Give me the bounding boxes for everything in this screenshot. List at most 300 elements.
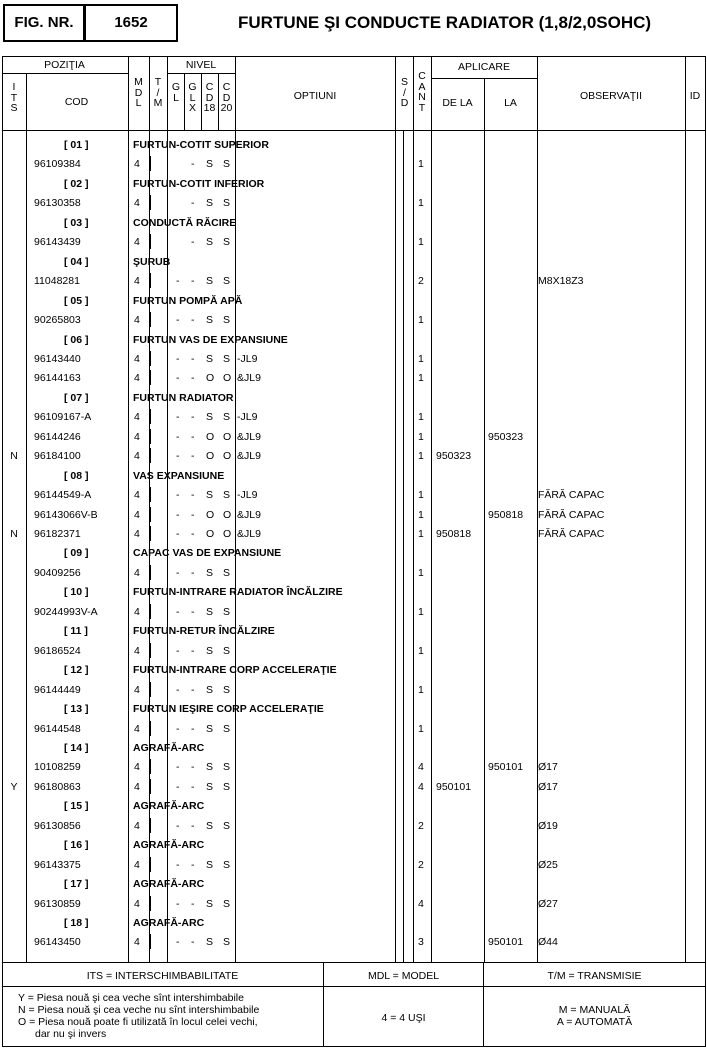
header-glx: G L X [188,81,197,114]
cell-glx: - [191,897,195,910]
cell-glx: - [191,936,195,949]
group-name: FURTUN-INTRARE CORP ACCELERAŢIE [133,664,337,677]
tm-tick [150,934,151,949]
table-row [0,193,707,212]
cell-mdl: 4 [134,275,140,288]
cell-mdl: 4 [134,197,140,210]
cell-cant: 1 [418,722,424,735]
table-row [0,310,707,329]
header-cant: C A N T [418,70,426,114]
cell-cd18: S [206,761,214,774]
cell-cod: 96130856 [34,819,81,832]
cell-cod: 90409256 [34,566,81,579]
cell-gl: - [176,275,180,288]
legend-mdl-title: MDL = MODEL [367,970,440,982]
cell-cd20: S [223,605,231,618]
cell-obs: Ø27 [538,897,558,910]
group-header-row [0,135,707,154]
cell-glx: - [191,275,195,288]
table-row [0,563,707,582]
cell-opt: -JL9 [237,489,258,502]
cell-mdl: 4 [134,528,140,540]
table-row [0,407,707,426]
table-row [0,719,707,738]
cell-opt: &JL9 [237,450,261,463]
cell-gl: - [176,450,180,463]
header-id: ID [689,90,701,102]
cell-cant: 4 [418,897,424,910]
cell-gl: - [176,411,180,424]
cell-cant: 3 [418,936,424,949]
group-header-row [0,582,707,601]
group-name: FURTUN RADIATOR [133,391,234,404]
cell-opt: &JL9 [237,528,261,540]
cell-cd20: S [223,761,231,774]
legend-its-o-cont: dar nu şi invers [35,1028,107,1040]
table-row [0,485,707,504]
fig-number-box [84,4,178,42]
cell-cod: 96144163 [34,372,81,385]
cell-mdl: 4 [134,450,140,463]
legend-tm-list [484,1004,705,1028]
cell-cd20: S [223,275,231,288]
cell-cant: 1 [418,236,424,249]
group-header-row [0,213,707,232]
cell-cd18: O [206,450,215,463]
tm-tick [150,234,151,249]
legend-header-rule [2,986,706,987]
group-header-row [0,174,707,193]
group-header-row [0,252,707,271]
cell-cant: 2 [418,275,424,288]
cell-cant: 1 [418,683,424,696]
position-number: [ 07 ] [64,391,89,404]
cell-obs: Ø19 [538,819,558,832]
position-number: [ 08 ] [64,469,89,482]
fig-label: FIG. NR. [14,14,74,31]
group-name: FURTUN-RETUR ÎNCĂLZIRE [133,625,275,638]
body-bottom-border [2,962,706,963]
tm-tick [150,896,151,911]
cell-gl: - [176,722,180,735]
legend-tm-a: A = AUTOMATĂ [556,1016,633,1028]
table-row [0,816,707,835]
header-de-la: DE LA [442,97,473,109]
cell-obs: Ø17 [538,761,558,774]
table-row [0,777,707,796]
cell-cd20: S [223,566,231,579]
cell-mdl: 4 [134,683,140,696]
table-row [0,505,707,524]
table-top-border [2,56,706,57]
cell-cd20: S [223,236,231,249]
cell-gl: - [176,858,180,871]
cell-la: 950818 [488,508,524,521]
cell-gl: - [176,528,180,540]
group-name: FURTUN-COTIT SUPERIOR [133,139,269,151]
header-its: I T S [10,81,18,114]
cell-cd20: S [223,489,231,502]
cell-cod: 96144548 [34,722,81,735]
group-header-row [0,738,707,757]
tm-tick [150,818,151,833]
header-nivel: NIVEL [185,59,217,71]
cell-obs: M8X18Z3 [538,275,584,288]
cell-cod: 96143450 [34,936,81,949]
group-name: AGRAFĂ-ARC [133,917,205,929]
cell-cod: 96130859 [34,897,81,910]
cell-opt: -JL9 [237,352,258,365]
cell-gl: - [176,761,180,774]
cell-cant: 1 [418,372,424,385]
header-cd18: C D 18 [203,81,216,114]
tm-tick [150,312,151,327]
tm-tick [150,273,151,288]
fig-label-box [3,4,85,42]
position-number: [ 09 ] [64,547,89,560]
group-header-row [0,699,707,718]
group-name: FURTUN POMPĂ APĂ [133,294,243,307]
tm-tick [150,759,151,774]
cell-cd18: S [206,858,214,871]
cell-cd18: S [206,722,214,735]
tm-tick [150,682,151,697]
cell-mdl: 4 [134,644,140,657]
cell-glx: - [191,566,195,579]
cell-opt: &JL9 [237,430,261,443]
group-name: ŞURUB [133,255,171,268]
cell-cd18: S [206,683,214,696]
legend-its-n: N = Piesa nouă şi cea veche nu sînt intershimbabile [18,1004,260,1016]
cell-cd18: S [206,489,214,502]
cell-cod: 96143375 [34,858,81,871]
table-row [0,641,707,660]
position-number: [ 01 ] [64,139,89,151]
cell-cd18: O [206,372,215,385]
tm-tick [150,351,151,366]
cell-its: N [10,450,18,463]
cell-cd20: O [223,372,232,385]
cell-its: Y [10,780,18,793]
cell-cd20: S [223,644,231,657]
cell-la: 950101 [488,936,524,949]
cell-cod: 96184100 [34,450,81,463]
cell-opt: -JL9 [237,411,258,424]
cell-cd20: S [223,352,231,365]
cell-glx: - [191,683,195,696]
cell-glx: - [191,450,195,463]
cell-cd18: S [206,819,214,832]
table-row [0,271,707,290]
cell-cd18: S [206,352,214,365]
table-row [0,349,707,368]
tm-tick [150,857,151,872]
tm-tick [150,779,151,794]
group-header-row [0,660,707,679]
table-row [0,427,707,446]
cell-glx: - [191,372,195,385]
header-pozitia: POZIŢIA [44,59,85,71]
cell-opt: &JL9 [237,372,261,385]
cell-cant: 1 [418,644,424,657]
group-header-row [0,874,707,893]
cell-mdl: 4 [134,430,140,443]
group-name: CONDUCTĂ RĂCIRE [133,216,237,229]
legend-its-title: ITS = INTERSCHIMBABILITATE [86,970,239,982]
position-number: [ 18 ] [64,917,89,929]
cell-cd20: O [223,508,232,521]
cell-glx: - [191,411,195,424]
tm-tick [150,604,151,619]
tm-tick [150,409,151,424]
cell-gl: - [176,372,180,385]
header-sd: S / D [400,76,409,109]
header-optiuni: OPTIUNI [293,90,337,102]
tm-tick [150,643,151,658]
position-number: [ 04 ] [64,255,89,268]
table-row [0,932,707,951]
position-number: [ 11 ] [64,625,88,638]
group-name: CAPAC VAS DE EXPANSIUNE [133,547,282,560]
cell-cant: 1 [418,314,424,327]
cell-glx: - [191,508,195,521]
cell-cod: 96186524 [34,644,81,657]
position-number: [ 02 ] [64,177,89,190]
cell-obs: FĂRĂ CAPAC [538,528,605,540]
tm-tick [150,156,151,171]
cell-cant: 2 [418,819,424,832]
cell-cant: 1 [418,158,424,171]
header-aplicare: APLICARE [458,61,510,73]
cell-gl: - [176,566,180,579]
legend-its-y: Y = Piesa nouă şi cea veche sînt intershimbabile [18,992,244,1004]
group-name: FURTUN IEŞIRE CORP ACCELERAŢIE [133,703,324,716]
page-title: FURTUNE ŞI CONDUCTE RADIATOR (1,8/2,0SOHC) [238,13,652,32]
cell-gl: - [176,605,180,618]
cell-cd18: S [206,236,214,249]
table-row [0,232,707,251]
position-number: [ 13 ] [64,703,89,716]
fig-number: 1652 [114,14,148,31]
cell-glx: - [191,489,195,502]
table-row [0,524,707,543]
cell-mdl: 4 [134,780,140,793]
table-row [0,757,707,776]
cell-mdl: 4 [134,566,140,579]
cell-cant: 1 [418,528,424,540]
cell-glx: - [191,528,195,540]
legend-mdl-text: 4 = 4 UŞI [381,1012,426,1024]
cell-gl: - [176,489,180,502]
group-header-row [0,543,707,562]
cell-cod: 96180863 [34,780,81,793]
cell-cod: 96143066V-B [34,508,98,521]
group-name: AGRAFĂ-ARC [133,878,205,891]
table-row [0,680,707,699]
pozitia-rule [2,73,128,74]
header-cod: COD [64,96,89,108]
cell-dela: 950818 [436,528,472,540]
cell-obs: Ø44 [538,936,558,949]
table-row [0,894,707,913]
position-number: [ 15 ] [64,800,89,813]
header-cd20: C D 20 [220,81,233,114]
group-header-row [0,388,707,407]
cell-cant: 1 [418,605,424,618]
cell-cd18: S [206,897,214,910]
cell-cd18: S [206,411,214,424]
cell-mdl: 4 [134,936,140,949]
cell-mdl: 4 [134,411,140,424]
cell-mdl: 4 [134,508,140,521]
cell-obs: Ø17 [538,780,558,793]
cell-cod: 90265803 [34,314,81,327]
cell-cd18: S [206,566,214,579]
group-header-row [0,913,707,932]
cell-cant: 1 [418,508,424,521]
position-number: [ 06 ] [64,333,89,346]
group-header-row [0,621,707,640]
cell-glx: - [191,197,195,210]
cell-cant: 1 [418,197,424,210]
cell-cod: 96143439 [34,236,81,249]
group-name: FURTUN VAS DE EXPANSIUNE [133,333,288,346]
cell-gl: - [176,644,180,657]
cell-opt: &JL9 [237,508,261,521]
table-row [0,368,707,387]
cell-cod: 96144246 [34,430,81,443]
position-number: [ 12 ] [64,664,89,677]
cell-gl: - [176,430,180,443]
cell-cd20: S [223,780,231,793]
cell-cd20: S [223,411,231,424]
cell-mdl: 4 [134,158,140,171]
cell-cd20: S [223,197,231,210]
cell-cant: 2 [418,858,424,871]
group-header-row [0,291,707,310]
cell-glx: - [191,761,195,774]
cell-cd18: O [206,508,215,521]
cell-cant: 1 [418,489,424,502]
cell-cd20: S [223,722,231,735]
group-name: FURTUN-INTRARE RADIATOR ÎNCĂLZIRE [133,586,343,599]
cell-cd18: S [206,780,214,793]
cell-gl: - [176,897,180,910]
group-header-row [0,796,707,815]
cell-cod: 90244993V-A [34,605,98,618]
cell-cd20: O [223,430,232,443]
cell-la: 950323 [488,430,524,443]
cell-cod: 96109167-A [34,411,92,424]
cell-cd18: S [206,605,214,618]
cell-dela: 950323 [436,450,472,463]
cell-mdl: 4 [134,372,140,385]
tm-tick [150,429,151,444]
cell-gl: - [176,508,180,521]
table-row [0,602,707,621]
header-la: LA [504,97,517,109]
cell-mdl: 4 [134,605,140,618]
cell-cd18: S [206,197,214,210]
tm-tick [150,487,151,502]
legend-bottom-border [2,1046,706,1047]
cell-cd20: O [223,528,232,540]
cell-glx: - [191,352,195,365]
cell-mdl: 4 [134,897,140,910]
tm-tick [150,565,151,580]
cell-cant: 4 [418,780,424,793]
cell-cd20: S [223,314,231,327]
cell-cd18: S [206,275,214,288]
cell-glx: - [191,858,195,871]
legend-its-o: O = Piesa nouă poate fi utilizată în locul celei vechi, [18,1016,258,1028]
header-bottom-border [2,130,706,131]
cell-cd18: O [206,528,215,540]
cell-cd18: O [206,430,215,443]
cell-its: N [10,528,18,540]
cell-mdl: 4 [134,236,140,249]
cell-mdl: 4 [134,722,140,735]
cell-gl: - [176,314,180,327]
cell-cant: 1 [418,450,424,463]
cell-cod: 96182371 [34,528,81,540]
cell-mdl: 4 [134,819,140,832]
cell-la: 950101 [488,761,524,774]
cell-mdl: 4 [134,314,140,327]
cell-cod: 96144549-A [34,489,92,502]
cell-cd18: S [206,314,214,327]
table-row [0,855,707,874]
position-number: [ 14 ] [64,741,89,754]
legend-tm-title: T/M = TRANSMISIE [547,970,642,982]
cell-obs: Ø25 [538,858,558,871]
cell-glx: - [191,236,195,249]
position-number: [ 05 ] [64,294,89,307]
cell-glx: - [191,780,195,793]
cell-gl: - [176,936,180,949]
cell-cod: 96143440 [34,352,81,365]
cell-glx: - [191,158,195,171]
position-number: [ 16 ] [64,839,89,852]
cell-glx: - [191,314,195,327]
cell-cd20: S [223,819,231,832]
group-name: AGRAFĂ-ARC [133,741,205,754]
cell-cd18: S [206,936,214,949]
cell-cant: 1 [418,411,424,424]
group-name: AGRAFĂ-ARC [133,839,205,852]
cell-mdl: 4 [134,489,140,502]
cell-glx: - [191,722,195,735]
group-header-row [0,466,707,485]
cell-gl: - [176,352,180,365]
header-tm: T / M [153,76,163,109]
legend-its-list [18,992,318,1040]
group-header-row [0,330,707,349]
cell-mdl: 4 [134,352,140,365]
header-mdl: M D L [134,76,143,109]
tm-tick [150,195,151,210]
tm-tick [150,526,151,541]
cell-cd20: S [223,858,231,871]
tm-tick [150,721,151,736]
legend-tm-m: M = MANUALĂ [558,1004,631,1016]
cell-cd20: S [223,897,231,910]
cell-mdl: 4 [134,858,140,871]
group-name: AGRAFĂ-ARC [133,800,205,813]
cell-cd18: S [206,158,214,171]
table-row [0,154,707,173]
cell-glx: - [191,644,195,657]
